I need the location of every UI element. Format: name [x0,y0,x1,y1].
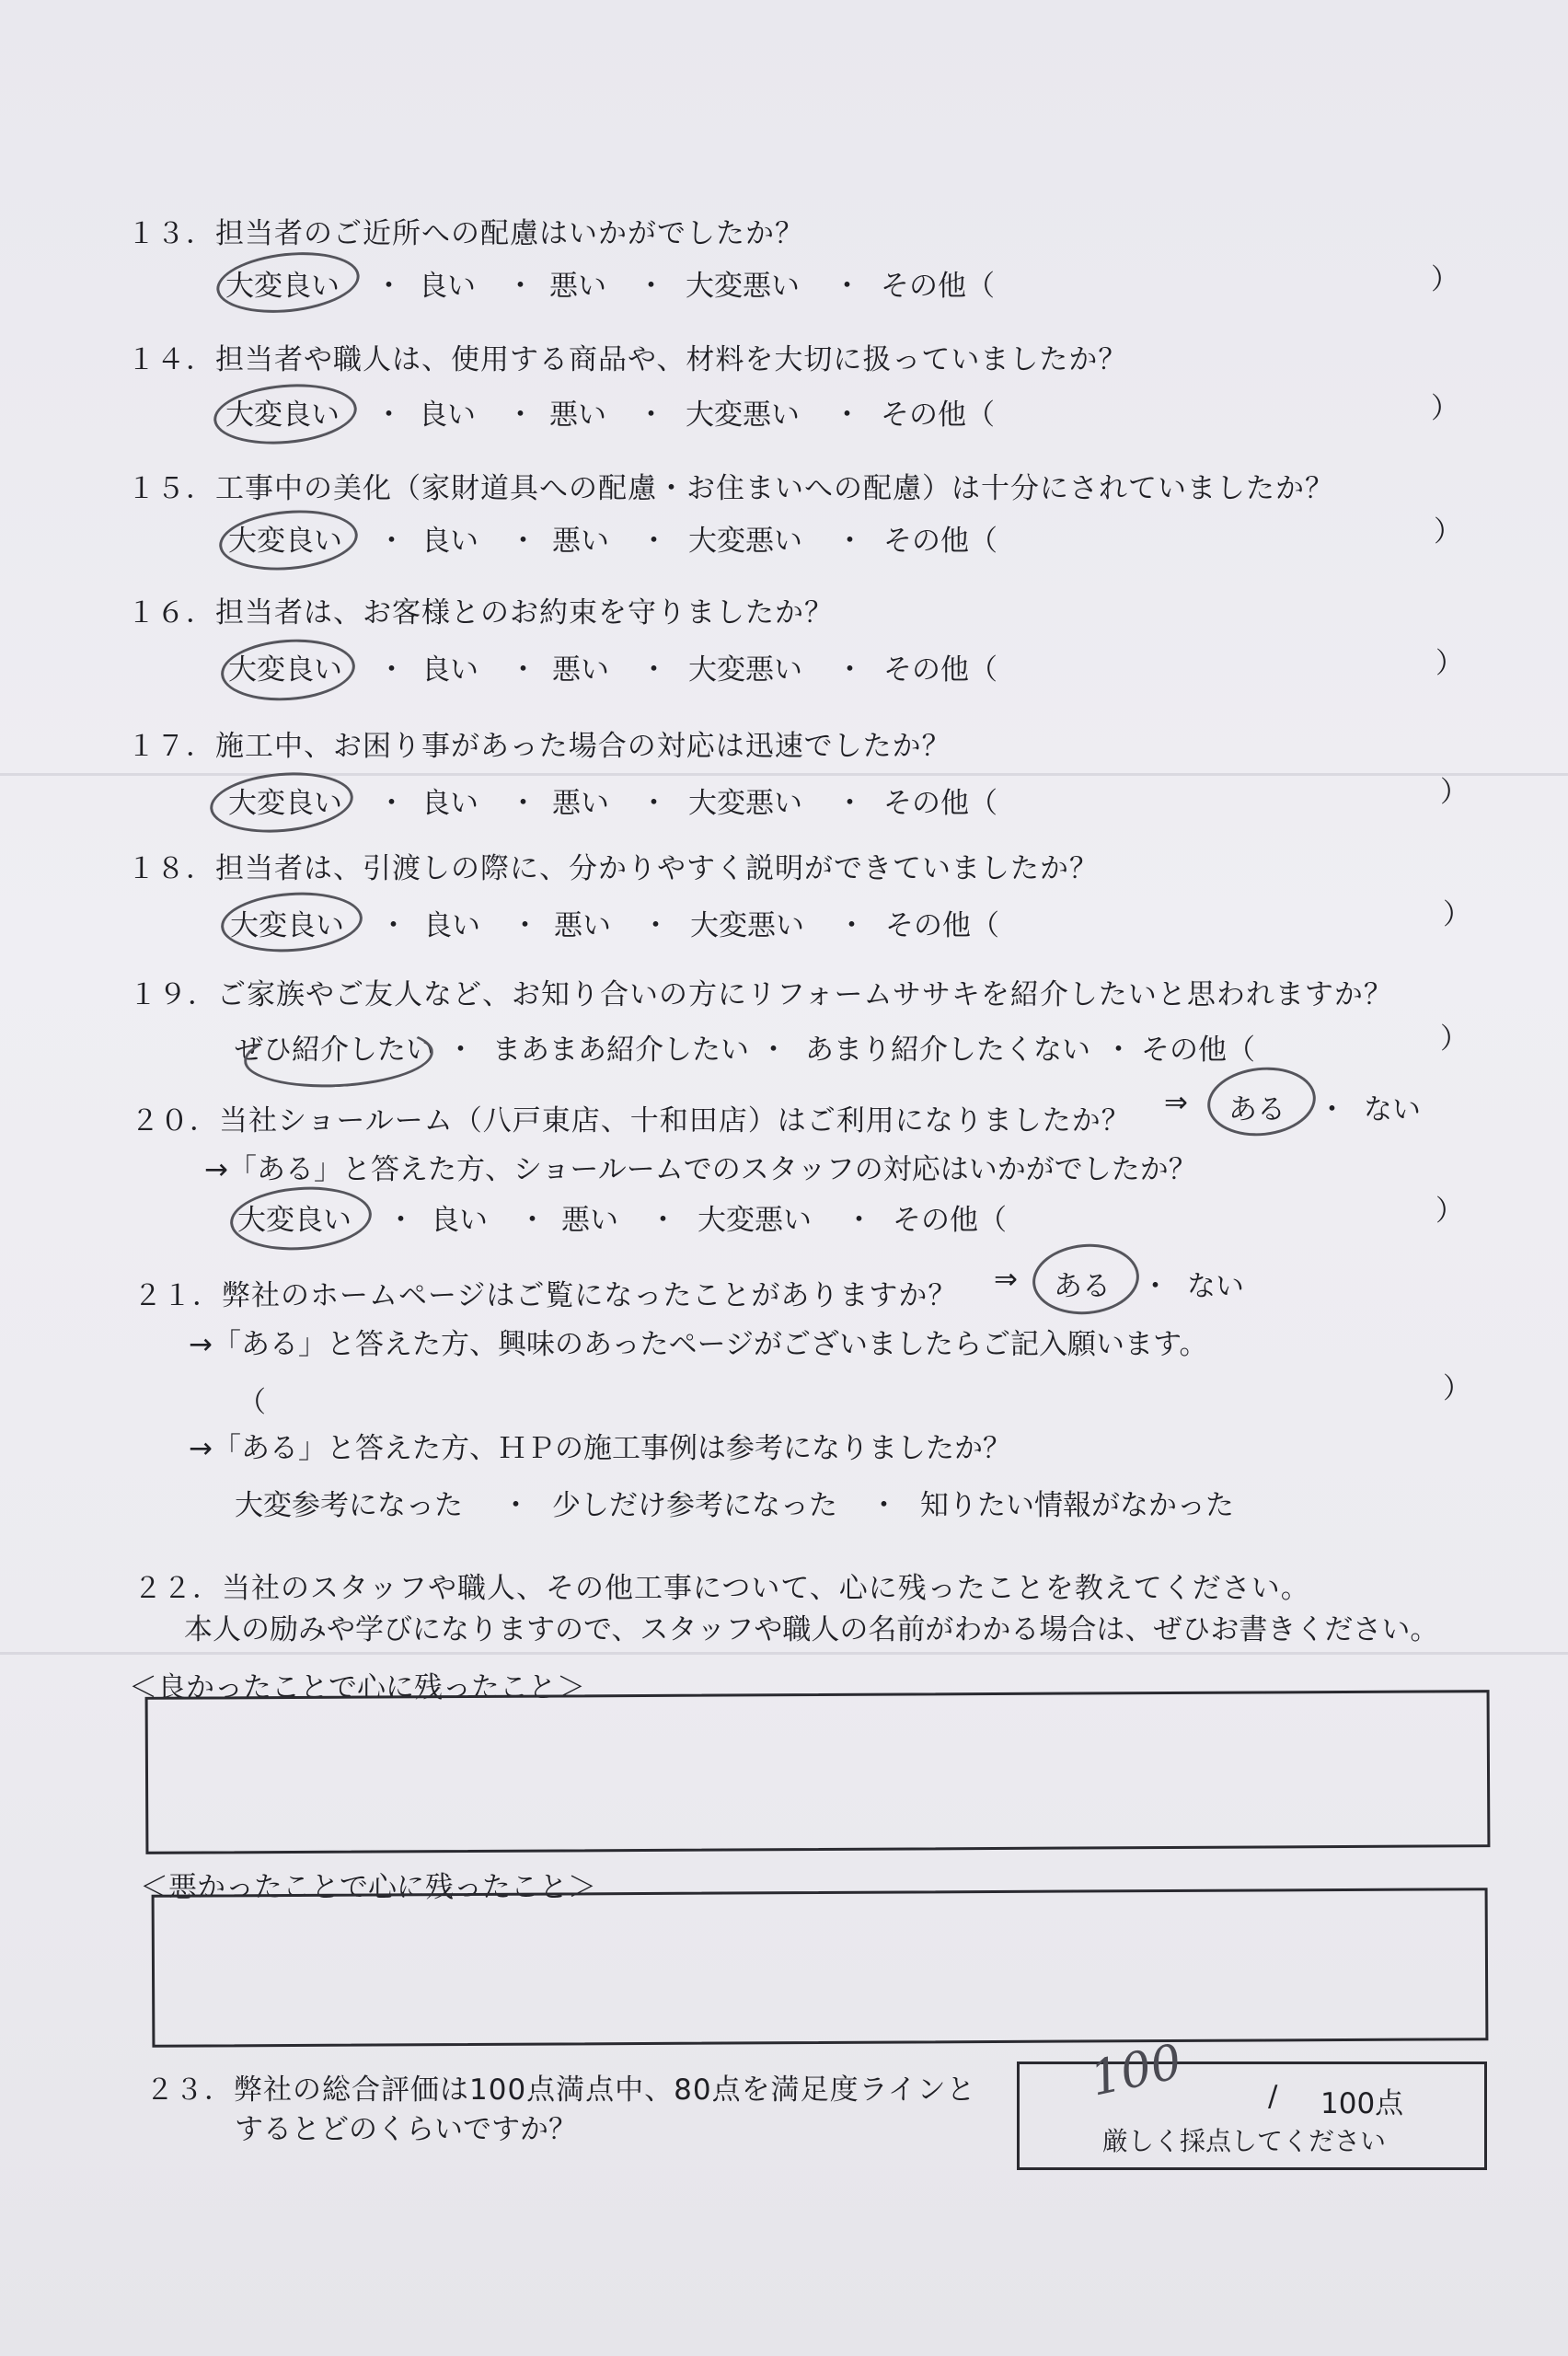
selection-circle [213,246,363,319]
option-very-good[interactable]: 大変良い [228,787,342,820]
selection-circle [1204,1062,1319,1141]
option-bad[interactable]: 悪い [552,653,609,687]
selection-circle [216,505,360,576]
option-very-good[interactable]: 大変良い [237,1204,352,1237]
option-somewhat-recommend[interactable]: まあまあ紹介したい [492,1034,749,1067]
option-yes[interactable]: ある [1054,1270,1111,1303]
selection-circle [208,767,356,837]
option-good[interactable]: 良い [421,525,478,558]
option-slightly-helpful[interactable]: 少しだけ参考になった [552,1489,837,1522]
score-note: 厳しく採点してください [1102,2126,1387,2156]
option-very-good[interactable]: 大変良い [230,909,344,942]
question-14: １４．担当者や職人は、使用する商品や、材料を大切に扱っていましたか？ [127,343,1128,376]
question-21: ２１．弊社のホームページはご覧になったことがありますか？ [133,1279,958,1312]
option-very-bad[interactable]: 大変悪い [698,1204,812,1237]
option-good[interactable]: 良い [421,653,478,687]
option-very-helpful[interactable]: 大変参考になった [235,1489,463,1522]
bad-memories-label: ＜悪かったことで心に残ったこと＞ [140,1871,596,1904]
question-22: ２２．当社のスタッフや職人、その他工事について、心に残ったことを教えてください。 [133,1572,1310,1605]
question-15: １５．工事中の美化（家財道具への配慮・お住まいへの配慮）は十分にされていましたか？ [127,472,1334,505]
option-yes[interactable]: ある [1228,1093,1286,1126]
option-bad[interactable]: 悪い [554,909,611,942]
option-not-recommend[interactable]: あまり紹介したくない [805,1034,1090,1067]
option-bad[interactable]: 悪い [561,1204,618,1237]
option-very-good[interactable]: 大変良い [228,525,342,558]
option-very-bad[interactable]: 大変悪い [690,909,804,942]
sub-question-20: →「ある」と答えた方、ショールームでのスタッフの対応はいかがでしたか？ [204,1153,1197,1186]
selection-circle [212,378,360,449]
sub-question-21b: →「ある」と答えた方、ＨＰの施工事例は参考になりましたか？ [189,1432,1011,1465]
option-good[interactable]: 良い [423,909,480,942]
option-not-helpful[interactable]: 知りたい情報がなかった [920,1489,1234,1522]
option-no[interactable]: ない [1364,1093,1421,1126]
option-bad[interactable]: 悪い [549,398,606,432]
question-23: ２３．弊社の総合評価は100点満点中、80点を満足度ラインと [145,2073,976,2107]
option-good[interactable]: 良い [419,398,476,432]
survey-page: １３．担当者のご近所への配慮はいかがでしたか？ 大変良い ・ 良い ・ 悪い ・ 大変悪い ・ その他（ ） １４．担当者や職人は、使用する商品や、材料を大切に扱っていましたか？ 大変良い ・ 良い ・ 悪い ・ 大変悪い ・ その他（ ） １５．工事中の美化（家財道具への配慮・お住まいへの配慮）は十分にされていましたか？ 大変良い ・ 良い ・ 悪い ・ 大変悪い ・ その他（ ） １６．担当者は、お客様とのお約束を守りましたか？ 大変良い ・ 良い ・ 悪い ・ 大変悪い ・ その他（ ） １７．施工中、お困り事があった場合の対応は迅速でしたか？ 大変良い ・ 良い ・ 悪い ・ 大変悪い ・ その他（ ） １８．担当者は、引渡しの際に、分かりやすく説明ができていましたか？ 大変良い ・ 良い ・ 悪い ・ 大変悪い ・ その他（ ） １９．ご家族やご友人など、お知り合いの方にリフォームササキを紹介したいと思われますか？ ぜひ紹介したい ・ まあまあ紹介したい ・ あまり紹介したくない ・ その他（ ） ２０．当社ショールーム（八戸東店、十和田店）はご利用になりましたか？ ⇒ ある ・ ない →「ある」と答えた方、ショールームでのスタッフの対応はいかがでしたか？ 大変良い ・ 良い ・ 悪い ・ 大変悪い ・ その他（ ） ２１．弊社のホームページはご覧になったことがありますか？ ⇒ ある ・ ない →「ある」と答えた方、興味のあったページがございましたらご記入願います。 （ ） →「ある」と答えた方、ＨＰの施工事例は参考になりましたか？ 大変参考になった ・ 少しだけ参考になった ・ 知りたい情報がなかった ２２．当社のスタッフや職人、その他工事について、心に残ったことを教えてください。 本人の励みや学びになりますので、スタッフや職人の名前がわかる場合は、ぜひお書きください。 ＜良かったことで心に残ったこと＞ ＜悪かったことで心に残ったこと＞ ２３．弊社の総合評価は100点満点中、80点を満足度ラインと するとどのくらいですか？ 100 / 100点 厳しく採点してください [0,0,1568,2356]
option-other[interactable]: その他（ [883,653,997,687]
option-bad[interactable]: 悪い [552,525,609,558]
option-good[interactable]: 良い [431,1204,488,1237]
option-other[interactable]: その他（ [1141,1034,1255,1067]
bad-memories-box[interactable] [152,1888,1489,2048]
option-good[interactable]: 良い [419,270,476,303]
option-other[interactable]: その他（ [885,909,999,942]
question-13: １３．担当者のご近所への配慮はいかがでしたか？ [127,217,804,250]
option-bad[interactable]: 悪い [549,270,606,303]
good-memories-box[interactable] [145,1690,1491,1854]
option-very-bad[interactable]: 大変悪い [686,398,800,432]
option-other[interactable]: その他（ [883,525,997,558]
option-very-bad[interactable]: 大変悪い [688,787,802,820]
option-good[interactable]: 良い [421,787,478,820]
paper-fold [0,1652,1568,1655]
option-other[interactable]: その他（ [881,398,995,432]
selection-circle [1030,1240,1142,1319]
option-very-good[interactable]: 大変良い [225,398,340,432]
sub-question-21a: →「ある」と答えた方、興味のあったページがございましたらご記入願います。 [189,1328,1208,1361]
question-17: １７．施工中、お困り事があった場合の対応は迅速でしたか？ [127,730,951,763]
option-other[interactable]: その他（ [881,270,995,303]
option-no[interactable]: ない [1187,1270,1244,1303]
option-very-good[interactable]: 大変良い [228,653,342,687]
question-23-cont: するとどのくらいですか？ [235,2113,577,2146]
good-memories-label: ＜良かったことで心に残ったこと＞ [129,1671,585,1704]
option-other[interactable]: その他（ [883,787,997,820]
option-very-bad[interactable]: 大変悪い [688,653,802,687]
handwritten-score[interactable]: 100 [1085,2034,1187,2108]
score-max: 100点 [1320,2087,1404,2120]
option-definitely-recommend[interactable]: ぜひ紹介したい [235,1034,434,1067]
option-very-bad[interactable]: 大変悪い [688,525,802,558]
option-other[interactable]: その他（ [893,1204,1007,1237]
question-18: １８．担当者は、引渡しの際に、分かりやすく説明ができていましたか？ [127,852,1099,885]
question-16: １６．担当者は、お客様とのお約束を守りましたか？ [127,596,834,629]
selection-circle [219,888,364,957]
selection-circle [228,1183,374,1255]
option-very-bad[interactable]: 大変悪い [686,270,800,303]
option-very-good[interactable]: 大変良い [225,270,340,303]
question-19: １９．ご家族やご友人など、お知り合いの方にリフォームササキを紹介したいと思われますか？ [129,978,1393,1011]
question-22-note: 本人の励みや学びになりますので、スタッフや職人の名前がわかる場合は、ぜひお書きください。 [184,1613,1439,1646]
paper-fold [0,773,1568,776]
question-20: ２０．当社ショールーム（八戸東店、十和田店）はご利用になりましたか？ [131,1104,1131,1138]
option-bad[interactable]: 悪い [552,787,609,820]
